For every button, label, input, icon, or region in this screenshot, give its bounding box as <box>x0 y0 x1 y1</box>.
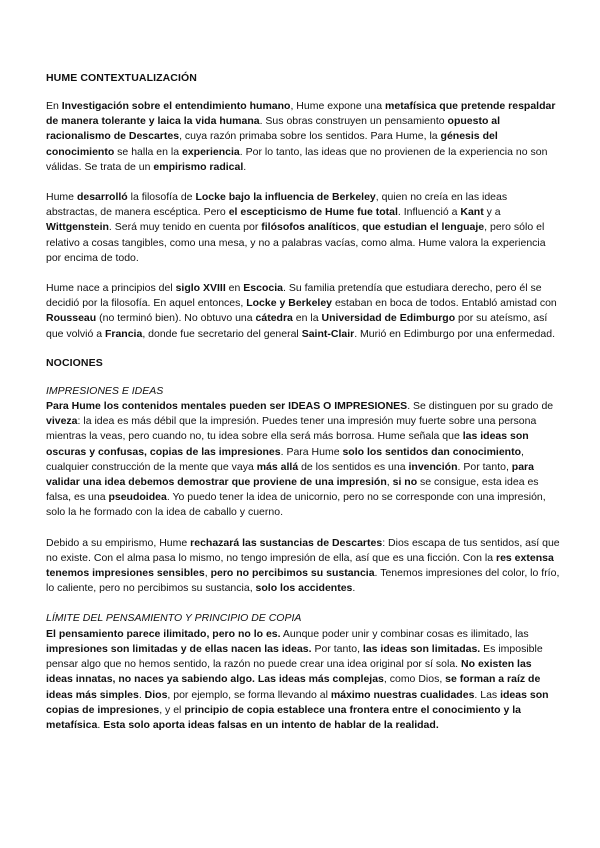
text-run: Hume nace a principios del <box>46 282 176 295</box>
bold-text-run: rechazará las sustancias de Descartes <box>190 536 383 549</box>
paragraph-biografia <box>46 281 560 342</box>
paragraph-influencias <box>46 190 560 266</box>
bold-text-run: para validar una idea debemos demostrar que proviene de una impresión <box>46 460 534 489</box>
text-run: Debido a su empirismo, Hume <box>46 536 191 549</box>
bold-text-run: génesis del conocimiento <box>46 130 498 158</box>
bold-text-run: cátedra <box>255 312 293 325</box>
paragraph-sustancias <box>46 536 560 597</box>
bold-text-run: metafísica que pretende respaldar de manera tolerante y laica la vida humana <box>46 100 556 128</box>
bold-text-run: Dios <box>144 688 168 701</box>
text-run: , y el <box>159 703 185 716</box>
bold-text-run: pseudoidea <box>108 491 167 504</box>
paragraph-impresiones <box>46 399 560 521</box>
text-run: , cualquier construcción de la mente que vaya <box>46 445 524 473</box>
text-run: , cuya razón primaba sobre los sentidos. Para Hume, la <box>179 130 441 143</box>
text-run: . Su familia pretendía que estudiara derecho, pero él se decidió por la filosofía. En aquel entonces, <box>46 282 542 310</box>
bold-text-run: más allá <box>256 460 299 473</box>
text-run: (no terminó bien). No obtuvo una <box>96 312 256 325</box>
bold-text-run: filósofos analíticos <box>261 221 357 234</box>
bold-text-run: Esta solo aporta ideas falsas en un intento de hablar de la realidad. <box>103 718 439 731</box>
text-run: y a <box>483 206 501 219</box>
subheading-impresiones-ideas: IMPRESIONES E IDEAS <box>46 384 164 397</box>
text-run: , <box>356 221 363 234</box>
text-run: . <box>352 582 356 595</box>
bold-text-run: Locke bajo la influencia de Berkeley <box>195 191 376 204</box>
text-run: . Murió en Edimburgo por una enfermedad. <box>354 327 555 340</box>
bold-text-run: Kant <box>460 206 484 219</box>
bold-text-run: El pensamiento parece ilimitado, pero no lo es. <box>46 627 281 640</box>
text-run: . Será muy tenido en cuenta por <box>108 221 262 234</box>
paragraph-investigacion <box>46 99 560 175</box>
text-run: se halla en la <box>114 145 182 158</box>
text-run: estaban en boca de todos. Entabló amistad con <box>332 297 557 310</box>
bold-text-run: viveza <box>46 415 78 428</box>
bold-text-run: Investigación sobre el entendimiento humano <box>61 100 291 112</box>
document-page <box>46 72 560 748</box>
bold-text-run: máximo nuestras cualidades <box>330 688 475 701</box>
bold-text-run: Wittgenstein <box>46 221 109 234</box>
bold-text-run: Escocia <box>243 282 283 295</box>
text-run: . <box>243 160 247 173</box>
bold-text-run: invención <box>408 460 458 473</box>
text-run: . Para Hume <box>280 445 343 458</box>
section-heading-contexto: HUME CONTEXTUALIZACIÓN <box>46 72 197 84</box>
bold-text-run: ideas son copias de impresiones <box>46 688 549 716</box>
bold-text-run: que estudian el lenguaje <box>362 221 485 234</box>
text-run: . <box>138 688 145 701</box>
text-run: : Dios escapa de tus sentidos, así que no existe. Con el alma pasa lo mismo, no tengo impresión de ella, así que es una ficción. Con la <box>46 536 560 564</box>
text-run: , donde fue secretario del general <box>142 327 302 340</box>
text-run: Es imposible pensar algo que no hemos sentido, la razón no puede crear una idea original por sí sola. <box>46 642 543 671</box>
bold-text-run: las ideas son oscuras y confusas, copias de las impresiones <box>46 430 529 458</box>
text-run: . Influenció a <box>397 206 461 219</box>
subheading-limite-pensamiento: LÍMITE DEL PENSAMIENTO Y PRINCIPIO DE COPIA <box>46 612 302 625</box>
bold-text-run: res extensa tenemos impresiones sensibles <box>46 551 554 580</box>
bold-text-run: Locke y Berkeley <box>246 297 333 310</box>
text-run: , pero sólo el relativo a cosas tangibles, como una mesa, y no a palabras vacías, como alma. Hume valora la experiencia por encima de todo. <box>46 221 546 264</box>
text-run: la filosofía de <box>127 191 196 204</box>
bold-text-run: No existen las ideas innatas, no naces ya sabiendo algo. Las ideas más complejas <box>46 658 532 686</box>
text-run: . Tenemos impresiones del color, lo frío, lo caliente, pero no percibimos su sustancia, <box>46 567 560 595</box>
text-run: : la idea es más débil que la impresión. Puedes tener una impresión muy fuerte sobre una persona mientras la veas, pero cuando no, tu idea sobre ella será más borrosa. Hume señala que <box>46 415 537 443</box>
bold-text-run: el escepticismo de Hume fue total <box>228 206 398 219</box>
text-run: , quien no creía en las ideas abstractas, de manera escéptica. Pero <box>46 191 508 219</box>
bold-text-run: Francia <box>104 327 143 340</box>
paragraph-principio-copia <box>46 627 560 733</box>
text-run: de los sentidos es una <box>298 460 409 473</box>
text-run: . Se distinguen por su grado de <box>407 400 554 413</box>
bold-text-run: siglo XVIII <box>175 282 226 295</box>
text-run: . Por tanto, <box>457 460 512 473</box>
bold-text-run: opuesto al racionalismo de Descartes <box>46 115 501 143</box>
bold-text-run: solo los sentidos dan conocimiento <box>342 445 521 458</box>
text-run: en la <box>292 312 322 325</box>
text-run: , Hume expone una <box>290 100 386 112</box>
bold-text-run: Universidad de Edimburgo <box>321 312 456 325</box>
section-heading-nociones: NOCIONES <box>46 356 103 369</box>
text-run: . Por lo tanto, las ideas que no provienen de la experiencia no son válidas. Se trata de un <box>46 145 548 173</box>
text-run: , <box>386 476 393 489</box>
text-run: . Yo puedo tener la idea de unicornio, pero no se corresponde con una impresión, solo la he formado con la idea de caballo y cuerno. <box>46 491 546 519</box>
bold-text-run: si no <box>392 476 418 489</box>
text-run: . <box>97 718 104 731</box>
bold-text-run: Para Hume los contenidos mentales pueden ser IDEAS O IMPRESIONES <box>46 400 408 413</box>
text-run: por su ateísmo, así que volvió a <box>46 312 548 340</box>
bold-text-run: solo los accidentes <box>255 582 353 595</box>
bold-text-run: las ideas son limitadas. <box>362 642 481 655</box>
text-run: Aunque poder unir y combinar cosas es ilimitado, las <box>280 627 529 640</box>
text-run: se consigue, esta idea es falsa, es una <box>46 476 539 504</box>
bold-text-run: empirismo radical <box>153 160 244 173</box>
bold-text-run: Rousseau <box>46 312 97 325</box>
bold-text-run: impresiones son limitadas y de ellas nacen las ideas. <box>46 642 312 655</box>
text-run: , por ejemplo, se forma llevando al <box>167 688 331 701</box>
text-run: Por tanto, <box>311 642 363 655</box>
bold-text-run: pero no percibimos su sustancia <box>210 567 375 580</box>
text-run: , como Dios, <box>383 673 446 686</box>
bold-text-run: principio de copia establece una frontera entre el conocimiento y la metafísica <box>46 703 521 731</box>
text-run: , <box>204 567 211 580</box>
text-run: . Las <box>474 688 501 701</box>
text-run: . Sus obras construyen un pensamiento <box>259 115 448 128</box>
bold-text-run: Saint-Clair <box>301 327 355 340</box>
text-run: En <box>46 100 62 112</box>
text-run: en <box>225 282 244 295</box>
bold-text-run: experiencia <box>181 145 240 158</box>
bold-text-run: desarrolló <box>76 191 128 204</box>
bold-text-run: se forman a raíz de ideas más simples <box>46 673 541 701</box>
text-run: Hume <box>46 191 77 204</box>
